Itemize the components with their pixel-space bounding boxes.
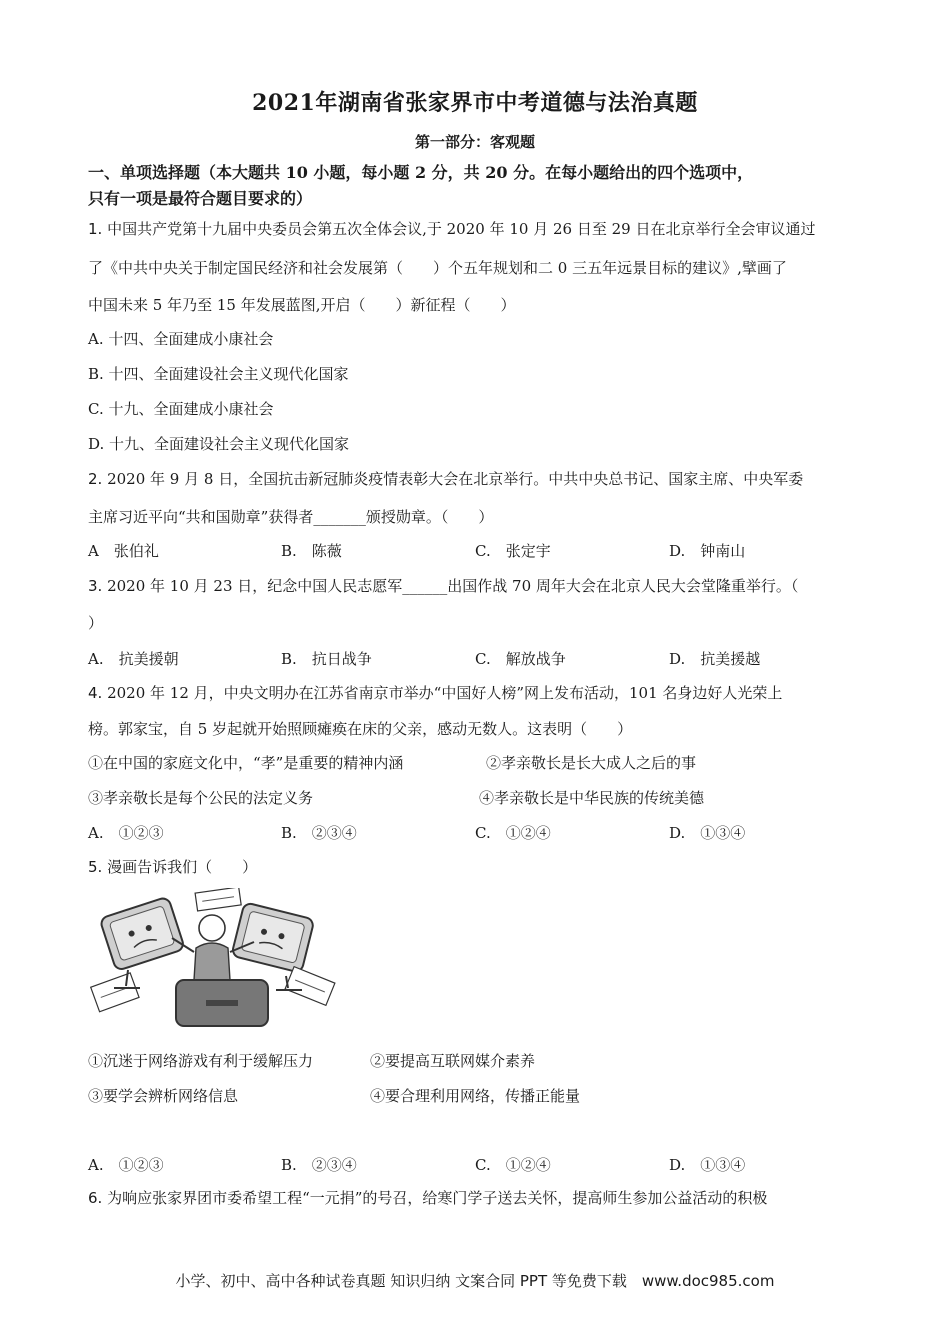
q5-statement-1: ①沉迷于网络游戏有利于缓解压力 xyxy=(88,1052,314,1070)
q1-stem-line1: 1. 中国共产党第十九届中央委员会第五次全体会议,于 2020 年 10 月 26 日至 29 日在北京举行全会审议通过 xyxy=(88,220,816,238)
q4-statement-2: ②孝亲敬长是长大成人之后的事 xyxy=(486,754,697,772)
q5-number: 5. xyxy=(88,858,103,876)
q1-option-d: D. 十九、全面建设社会主义现代化国家 xyxy=(88,435,350,453)
page-title: 2021年湖南省张家界市中考道德与法治真题 xyxy=(252,90,698,116)
q5-stem-line1: 5. 漫画告诉我们（ ） xyxy=(88,858,258,876)
q3-option-d: D. 抗美援越 xyxy=(669,650,761,668)
q2-stem-line2: 主席习近平向“共和国勋章”获得者_______颁授勋章。（ ） xyxy=(88,508,494,526)
q6-stem-line1: 6. 为响应张家界团市委希望工程“一元捐”的号召，给寒门学子送去关怀，提高师生参加公益活动的积极 xyxy=(88,1189,768,1207)
q3-option-b: B. 抗日战争 xyxy=(281,650,372,668)
q4-option-a: A. ①②③ xyxy=(88,824,164,842)
q5-statement-4: ④要合理利用网络，传播正能量 xyxy=(370,1087,581,1105)
q4-statement-1: ①在中国的家庭文化中，“孝”是重要的精神内涵 xyxy=(88,754,404,772)
q2-option-d: D. 钟南山 xyxy=(669,542,746,560)
q4-stem-line1: 4. 2020 年 12 月，中央文明办在江苏省南京市举办“中国好人榜”网上发布活动，101 名身边好人光荣上 xyxy=(88,684,783,702)
q1-option-a: A. 十四、全面建成小康社会 xyxy=(88,330,274,348)
section-heading-line2: 只有一项是最符合题目要求的） xyxy=(88,189,313,208)
q2-option-a: A 张伯礼 xyxy=(88,542,159,560)
section-heading-line1: 一、单项选择题（本大题共 10 小题，每小题 2 分，共 20 分。在每小题给出的四个选项中， xyxy=(88,163,754,182)
q3-stem-line2: ） xyxy=(88,614,104,632)
q1-stem-line2: 了《中共中央关于制定国民经济和社会发展第（ ）个五年规划和二 0 三五年远景目标的建议》,擘画了 xyxy=(88,259,787,277)
q3-option-a: A. 抗美援朝 xyxy=(88,650,179,668)
q2-option-b: B. 陈薇 xyxy=(281,542,342,560)
q4-option-d: D. ①③④ xyxy=(669,824,746,842)
q1-option-c: C. 十九、全面建成小康社会 xyxy=(88,400,274,418)
q3-option-c: C. 解放战争 xyxy=(475,650,566,668)
q1-option-b: B. 十四、全面建设社会主义现代化国家 xyxy=(88,365,349,383)
q4-option-c: C. ①②④ xyxy=(475,824,551,842)
q1-stem-line3: 中国未来 5 年乃至 15 年发展蓝图,开启（ ）新征程（ ） xyxy=(88,296,516,314)
q5-option-c: C. ①②④ xyxy=(475,1156,551,1174)
q1-number: 1. xyxy=(88,220,103,238)
page-footer: 小学、初中、高中各种试卷真题 知识归纳 文案合同 PPT 等免费下载 www.doc985.com xyxy=(175,1272,775,1290)
section-heading xyxy=(88,160,878,212)
q6-number: 6. xyxy=(88,1189,103,1207)
q4-statement-3: ③孝亲敬长是每个公民的法定义务 xyxy=(88,789,314,807)
q4-number: 4. xyxy=(88,684,103,702)
q2-option-c: C. 张定宇 xyxy=(475,542,551,560)
cartoon-illustration xyxy=(88,888,346,1028)
q5-option-b: B. ②③④ xyxy=(281,1156,357,1174)
q3-stem-line1: 3. 2020 年 10 月 23 日，纪念中国人民志愿军______出国作战 70 周年大会在北京人民大会堂隆重举行。（ xyxy=(88,577,799,595)
q2-stem-line1: 2. 2020 年 9 月 8 日，全国抗击新冠肺炎疫情表彰大会在北京举行。中共中央总书记、国家主席、中央军委 xyxy=(88,470,804,488)
q5-statement-3: ③要学会辨析网络信息 xyxy=(88,1087,239,1105)
q5-statement-2: ②要提高互联网媒介素养 xyxy=(370,1052,536,1070)
q4-option-b: B. ②③④ xyxy=(281,824,357,842)
q5-option-a: A. ①②③ xyxy=(88,1156,164,1174)
q5-option-d: D. ①③④ xyxy=(669,1156,746,1174)
q4-stem-line2: 榜。郭家宝，自 5 岁起就开始照顾瘫痪在床的父亲，感动无数人。这表明（ ） xyxy=(88,720,633,738)
q2-number: 2. xyxy=(88,470,103,488)
q3-number: 3. xyxy=(88,577,103,595)
q4-statement-4: ④孝亲敬长是中华民族的传统美德 xyxy=(479,789,705,807)
part-heading: 第一部分：客观题 xyxy=(414,133,535,151)
